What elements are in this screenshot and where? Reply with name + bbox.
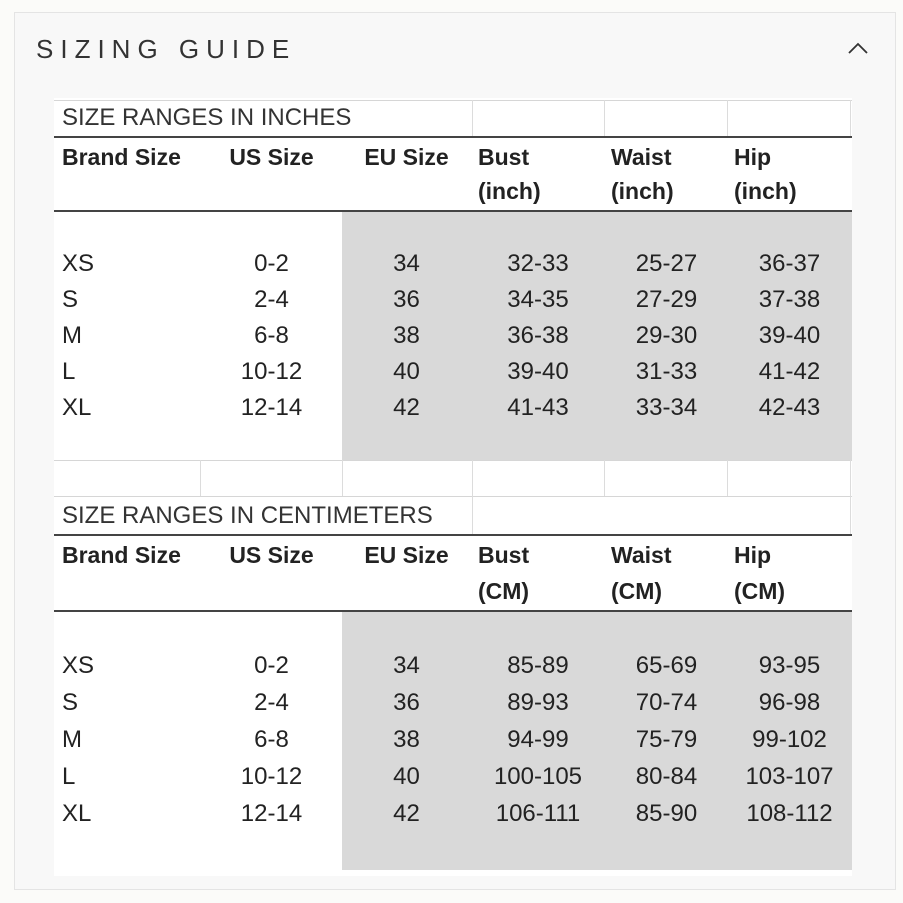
cell-bust: 100-105 bbox=[493, 763, 583, 790]
cell-hip: 36-37 bbox=[758, 250, 821, 277]
cell-waist: 65-69 bbox=[635, 652, 698, 679]
cell-brand-size: XS bbox=[62, 652, 95, 679]
section-title-inches: SIZE RANGES IN INCHES bbox=[62, 104, 352, 131]
cell-waist: 25-27 bbox=[635, 250, 698, 277]
header-brand-size: Brand Size bbox=[62, 144, 181, 170]
cell-us-size: 2-4 bbox=[254, 286, 289, 313]
cell-waist: 29-30 bbox=[635, 322, 698, 349]
cell-us-size: 6-8 bbox=[254, 322, 289, 349]
cell-bust: 85-89 bbox=[507, 652, 569, 679]
header-bust: Bust bbox=[478, 542, 530, 568]
cell-eu-size: 36 bbox=[393, 689, 420, 716]
spacer-row bbox=[54, 460, 852, 496]
cell-us-size: 0-2 bbox=[254, 250, 289, 277]
cell-bust: 39-40 bbox=[507, 358, 569, 385]
cell-bust: 89-93 bbox=[507, 689, 569, 716]
cell-bust: 34-35 bbox=[507, 286, 569, 313]
cell-hip: 103-107 bbox=[745, 763, 834, 790]
cell-hip: 96-98 bbox=[758, 689, 821, 716]
chevron-up-icon bbox=[847, 41, 869, 60]
header-hip: Hip bbox=[734, 542, 772, 568]
cell-eu-size: 40 bbox=[393, 358, 420, 385]
cell-us-size: 12-14 bbox=[240, 394, 303, 421]
cell-hip: 93-95 bbox=[758, 652, 821, 679]
header-hip-unit: (inch) bbox=[734, 178, 797, 204]
header-waist-unit: (inch) bbox=[611, 178, 674, 204]
cell-waist: 70-74 bbox=[635, 689, 698, 716]
cell-bust: 94-99 bbox=[507, 726, 569, 753]
cell-waist: 80-84 bbox=[635, 763, 698, 790]
cell-us-size: 6-8 bbox=[254, 726, 289, 753]
cell-eu-size: 36 bbox=[393, 286, 420, 313]
cell-brand-size: XL bbox=[62, 800, 92, 827]
cell-hip: 39-40 bbox=[758, 322, 821, 349]
cell-hip: 42-43 bbox=[758, 394, 821, 421]
cell-eu-size: 42 bbox=[393, 394, 420, 421]
cell-hip: 99-102 bbox=[752, 726, 827, 753]
header-waist: Waist bbox=[611, 144, 672, 170]
cell-bust: 36-38 bbox=[507, 322, 569, 349]
cell-bust: 106-111 bbox=[495, 800, 581, 827]
header-brand-size: Brand Size bbox=[62, 542, 181, 568]
header-bust-unit: (inch) bbox=[478, 178, 541, 204]
cell-us-size: 0-2 bbox=[254, 652, 289, 679]
cell-eu-size: 38 bbox=[393, 726, 420, 753]
sizing-guide-title: SIZING GUIDE bbox=[36, 34, 297, 64]
cell-waist: 75-79 bbox=[635, 726, 698, 753]
cell-brand-size: M bbox=[62, 726, 82, 753]
header-bust-unit: (CM) bbox=[478, 578, 530, 604]
cell-bust: 41-43 bbox=[507, 394, 569, 421]
header-eu-size: EU Size bbox=[364, 542, 449, 568]
header-eu-size: EU Size bbox=[364, 144, 449, 170]
cell-bust: 32-33 bbox=[507, 250, 569, 277]
cell-brand-size: S bbox=[62, 286, 79, 313]
cell-eu-size: 40 bbox=[393, 763, 420, 790]
header-hip-unit: (CM) bbox=[734, 578, 786, 604]
cell-brand-size: S bbox=[62, 689, 79, 716]
header-hip: Hip bbox=[734, 144, 772, 170]
header-bust: Bust bbox=[478, 144, 530, 170]
cell-brand-size: M bbox=[62, 322, 82, 349]
collapse-button[interactable] bbox=[838, 30, 878, 70]
cell-hip: 41-42 bbox=[758, 358, 821, 385]
cell-eu-size: 34 bbox=[393, 652, 420, 679]
cell-waist: 33-34 bbox=[635, 394, 698, 421]
cell-brand-size: XL bbox=[62, 394, 92, 421]
header-waist-unit: (CM) bbox=[611, 578, 663, 604]
cell-brand-size: L bbox=[62, 763, 76, 790]
cell-us-size: 12-14 bbox=[240, 800, 303, 827]
section-title-centimeters: SIZE RANGES IN CENTIMETERS bbox=[62, 502, 433, 529]
cell-brand-size: L bbox=[62, 358, 76, 385]
size-table-inches bbox=[54, 98, 852, 496]
header-us-size: US Size bbox=[229, 542, 314, 568]
header-waist: Waist bbox=[611, 542, 672, 568]
size-table-centimeters bbox=[54, 496, 852, 874]
cell-brand-size: XS bbox=[62, 250, 95, 277]
cell-eu-size: 34 bbox=[393, 250, 420, 277]
cell-eu-size: 42 bbox=[393, 800, 420, 827]
size-chart-image bbox=[54, 98, 852, 876]
cell-eu-size: 38 bbox=[393, 322, 420, 349]
cell-waist: 85-90 bbox=[635, 800, 698, 827]
cell-waist: 31-33 bbox=[635, 358, 698, 385]
cell-waist: 27-29 bbox=[635, 286, 698, 313]
header-us-size: US Size bbox=[229, 144, 314, 170]
cell-us-size: 10-12 bbox=[240, 763, 303, 790]
cell-hip: 37-38 bbox=[758, 286, 821, 313]
cell-us-size: 10-12 bbox=[240, 358, 303, 385]
cell-us-size: 2-4 bbox=[254, 689, 289, 716]
cell-hip: 108-112 bbox=[746, 800, 833, 827]
